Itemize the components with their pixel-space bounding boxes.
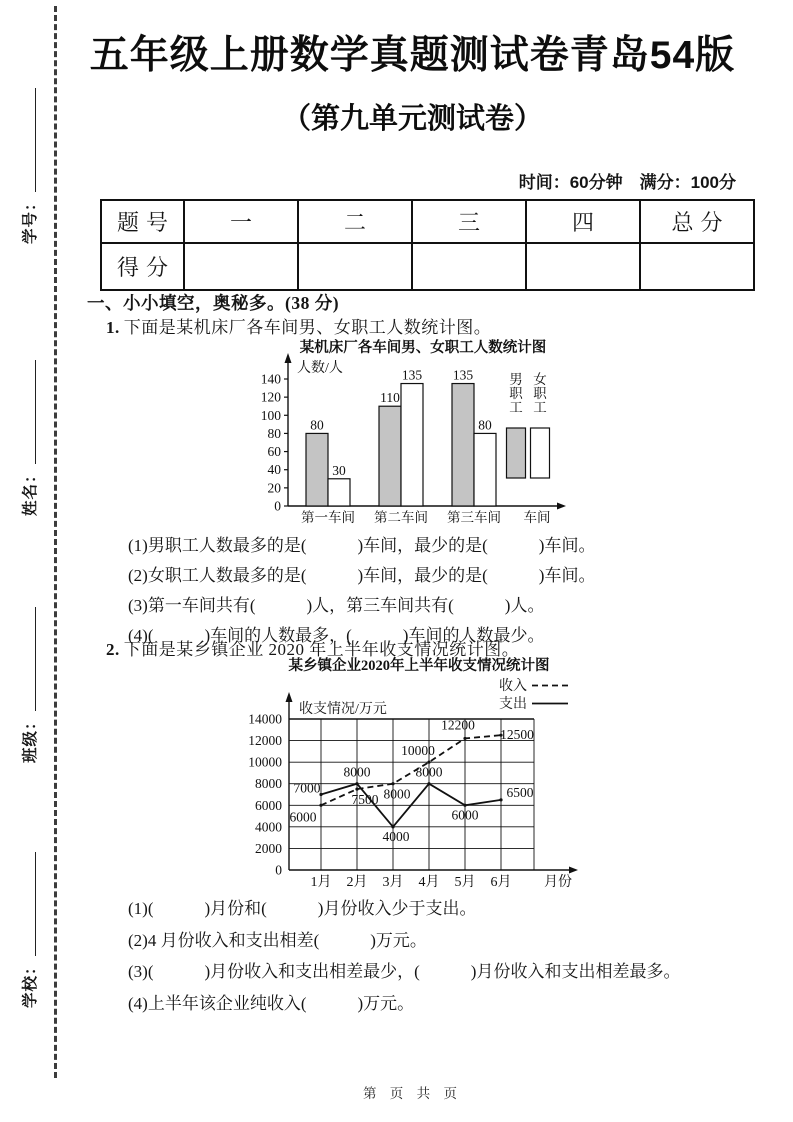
svg-text:0: 0 — [275, 862, 282, 878]
svg-text:第二车间: 第二车间 — [374, 510, 428, 525]
sub-question: (4)( )车间的人数最多，( )车间的人数最少。 — [128, 626, 545, 645]
svg-text:收支情况/万元: 收支情况/万元 — [299, 702, 387, 717]
svg-text:职: 职 — [533, 386, 547, 401]
svg-text:80: 80 — [267, 425, 281, 441]
svg-text:第三车间: 第三车间 — [447, 510, 501, 525]
svg-text:12000: 12000 — [248, 733, 282, 749]
score-table-col-1: 一 — [184, 200, 298, 243]
student-name-field — [16, 360, 40, 516]
class-blank-line — [35, 607, 36, 711]
svg-text:男: 男 — [509, 372, 523, 387]
question-2-subquestions — [128, 893, 680, 1019]
score-table-col-total: 总分 — [640, 200, 754, 243]
income-expense-line-chart — [224, 655, 660, 895]
svg-text:6000: 6000 — [255, 797, 282, 813]
svg-text:职: 职 — [509, 386, 523, 401]
svg-text:第一车间: 第一车间 — [301, 510, 355, 525]
svg-text:14000: 14000 — [248, 711, 282, 727]
svg-text:135: 135 — [452, 367, 474, 383]
score-cell-3 — [412, 243, 526, 290]
score-table-header-row — [101, 200, 754, 243]
svg-text:4月: 4月 — [418, 875, 440, 890]
svg-text:3月: 3月 — [382, 875, 404, 890]
svg-text:0: 0 — [274, 498, 281, 514]
score-cell-total — [640, 243, 754, 290]
svg-text:100: 100 — [260, 407, 281, 423]
svg-text:车间: 车间 — [523, 510, 551, 525]
svg-text:60: 60 — [267, 444, 281, 460]
page-footer: 第 页 共 页 — [362, 1086, 463, 1101]
svg-text:2000: 2000 — [255, 840, 282, 856]
school-blank-line — [35, 852, 36, 956]
student-id-field — [16, 88, 40, 244]
svg-text:1月: 1月 — [310, 875, 332, 890]
score-table-score-row — [101, 243, 754, 290]
svg-text:120: 120 — [260, 389, 281, 405]
svg-text:8000: 8000 — [343, 764, 371, 780]
score-table-col-4: 四 — [526, 200, 640, 243]
class-label: 班级： — [22, 713, 39, 763]
svg-text:7000: 7000 — [293, 780, 321, 796]
svg-text:女: 女 — [533, 372, 547, 387]
svg-text:80: 80 — [310, 417, 324, 433]
svg-text:8000: 8000 — [415, 764, 443, 780]
score-cell-1 — [184, 243, 298, 290]
svg-text:12500: 12500 — [500, 727, 534, 743]
svg-text:月份: 月份 — [544, 875, 572, 890]
paper-title: 五年级上册数学真题测试卷青岛54版 — [89, 34, 736, 77]
svg-text:6500: 6500 — [506, 784, 534, 800]
svg-text:6000: 6000 — [451, 807, 479, 823]
svg-text:5月: 5月 — [454, 875, 476, 890]
svg-text:人数/人: 人数/人 — [297, 361, 343, 376]
score-row-label: 得分 — [101, 243, 184, 290]
time-fullscore-info: 时间：60分钟 满分：100分 — [518, 173, 736, 192]
student-id-label: 学号： — [22, 194, 39, 244]
paper-subtitle: （第九单元测试卷） — [281, 103, 543, 135]
svg-text:4000: 4000 — [255, 819, 282, 835]
question-2-prompt: 下面是某乡镇企业 2020 年上半年收支情况统计图。 — [123, 640, 520, 659]
svg-text:7500: 7500 — [351, 792, 379, 808]
student-id-blank-line — [35, 88, 36, 192]
svg-text:支出: 支出 — [499, 697, 527, 712]
svg-text:6000: 6000 — [289, 809, 317, 825]
sub-question: (2)女职工人数最多的是( )车间，最少的是( )车间。 — [128, 566, 596, 585]
score-cell-4 — [526, 243, 640, 290]
svg-text:收入: 收入 — [499, 679, 527, 694]
svg-text:工: 工 — [533, 400, 547, 415]
svg-text:某乡镇企业2020年上半年收支情况统计图: 某乡镇企业2020年上半年收支情况统计图 — [288, 658, 550, 674]
svg-text:2月: 2月 — [346, 875, 368, 890]
svg-text:30: 30 — [332, 462, 346, 478]
svg-text:某机床厂各车间男、女职工人数统计图: 某机床厂各车间男、女职工人数统计图 — [299, 340, 547, 356]
svg-text:10000: 10000 — [248, 754, 282, 770]
svg-text:40: 40 — [267, 462, 281, 478]
question-2-number: 2. — [106, 640, 120, 659]
school-label: 学校： — [22, 958, 39, 1008]
svg-text:8000: 8000 — [255, 776, 282, 792]
svg-text:6月: 6月 — [490, 875, 512, 890]
question-1 — [106, 313, 491, 338]
svg-text:110: 110 — [380, 390, 400, 406]
student-name-blank-line — [35, 360, 36, 464]
sub-question: (3)( )月份收入和支出相差最少，( )月份收入和支出相差最多。 — [128, 962, 681, 981]
sub-question: (4)上半年该企业纯收入( )万元。 — [128, 993, 415, 1013]
question-1-prompt: 下面是某机床厂各车间男、女职工人数统计图。 — [123, 318, 492, 337]
fold-dashed-line — [54, 6, 57, 1078]
question-1-number: 1. — [106, 318, 120, 337]
sub-question: (1)男职工人数最多的是( )车间，最少的是( )车间。 — [128, 536, 596, 555]
svg-text:80: 80 — [478, 417, 492, 433]
svg-text:140: 140 — [260, 371, 281, 387]
sub-question: (1)( )月份和( )月份收入少于支出。 — [128, 899, 477, 918]
svg-text:4000: 4000 — [382, 828, 410, 844]
student-name-label: 姓名： — [22, 466, 39, 516]
svg-text:工: 工 — [509, 400, 523, 415]
section-1-heading: 一、小小填空，奥秘多。(38 分) — [87, 293, 340, 313]
svg-text:135: 135 — [401, 367, 423, 383]
school-field — [16, 852, 40, 1008]
question-1-subquestions — [128, 531, 595, 651]
svg-text:12200: 12200 — [441, 717, 475, 733]
score-table-col-3: 三 — [412, 200, 526, 243]
svg-text:10000: 10000 — [401, 743, 435, 759]
svg-text:20: 20 — [267, 480, 281, 496]
class-field — [16, 607, 40, 763]
score-table-corner: 题号 — [101, 200, 184, 243]
sub-question: (3)第一车间共有( )人，第三车间共有( )人。 — [128, 596, 545, 615]
sub-question: (2)4 月份收入和支出相差( )万元。 — [128, 930, 427, 950]
svg-text:8000: 8000 — [383, 786, 411, 802]
workers-bar-chart — [243, 336, 585, 534]
score-table-col-2: 二 — [298, 200, 412, 243]
score-cell-2 — [298, 243, 412, 290]
score-table — [100, 199, 755, 291]
